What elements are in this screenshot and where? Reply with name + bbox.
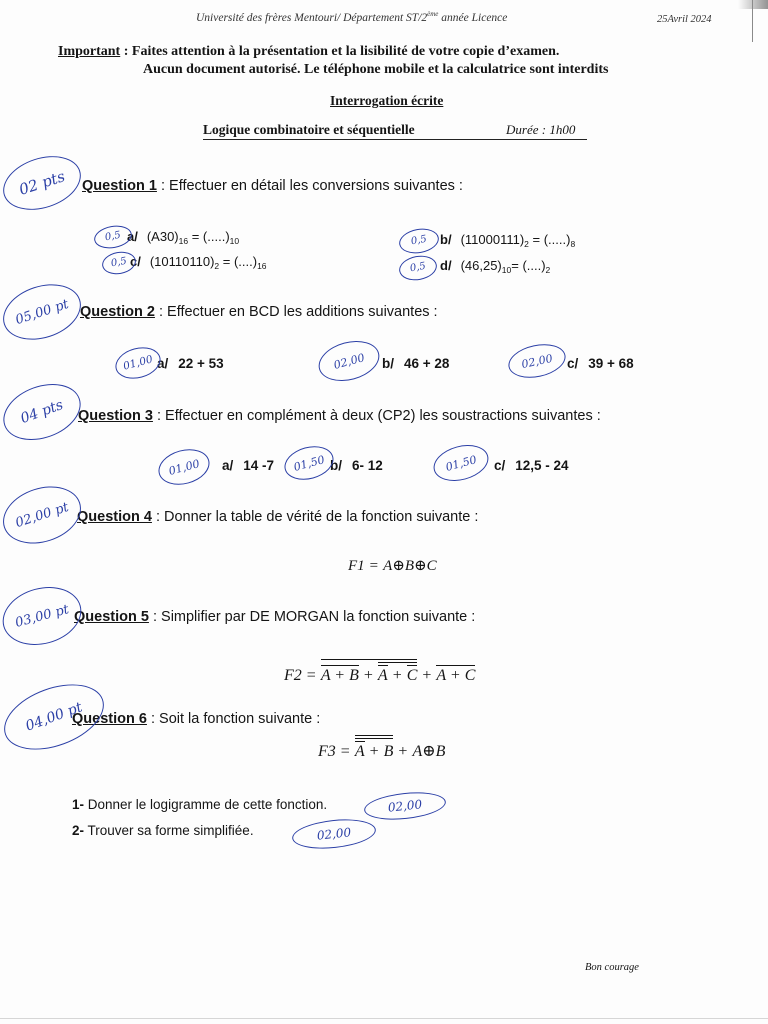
question-text: : Donner la table de vérité de la fonction suivante : bbox=[151, 509, 479, 525]
equals-sign: = bbox=[306, 667, 316, 684]
q6-task-1 bbox=[72, 797, 327, 813]
item-expression: 14 -7 bbox=[243, 458, 275, 473]
score-mark-q1 bbox=[0, 147, 88, 219]
q3-item-a bbox=[222, 458, 274, 474]
score-text: 0,5 bbox=[110, 255, 128, 270]
exam-date: 25Avril 2024 bbox=[657, 14, 712, 25]
score-text: 02,00 bbox=[387, 797, 423, 815]
institution-header bbox=[196, 12, 507, 26]
score-mark-q5 bbox=[0, 579, 88, 654]
plus-sign: + bbox=[363, 667, 373, 684]
task-text: Trouver sa forme simplifiée. bbox=[84, 823, 254, 838]
scan-edge-line bbox=[752, 0, 753, 42]
question-label: Question 6 bbox=[72, 711, 147, 727]
page-bottom-edge bbox=[0, 1018, 768, 1019]
score-text: 01,50 bbox=[292, 452, 326, 474]
score-text: 01,00 bbox=[167, 456, 201, 478]
score-text: 02,00 bbox=[316, 825, 352, 843]
item-label: c/ bbox=[130, 254, 141, 269]
plus-sign: + bbox=[422, 667, 432, 684]
score-mark-q6 bbox=[0, 672, 113, 762]
question-2 bbox=[80, 304, 438, 321]
number: (46,25) bbox=[460, 258, 502, 273]
question-6 bbox=[72, 711, 320, 728]
to-base: 8 bbox=[570, 239, 576, 249]
score-text: 04 pts bbox=[18, 396, 66, 428]
equals: = (....) bbox=[219, 254, 258, 269]
exam-subject: Logique combinatoire et séquentielle bbox=[203, 122, 415, 137]
task-number: 2- bbox=[72, 823, 85, 838]
to-base: 16 bbox=[257, 261, 267, 271]
from-base: 16 bbox=[178, 236, 189, 246]
notice-line-1 bbox=[58, 44, 559, 61]
number: (10110110) bbox=[149, 254, 215, 269]
q1-item-a bbox=[127, 229, 239, 245]
score-mark-q6-task-1 bbox=[363, 789, 447, 823]
q1-item-b bbox=[440, 232, 575, 248]
overline-term-1: A + B bbox=[320, 667, 359, 684]
from-base: 2 bbox=[214, 261, 220, 271]
score-mark-q3-a bbox=[154, 444, 213, 490]
q1-item-d bbox=[440, 258, 550, 274]
item-label: c/ bbox=[494, 458, 506, 473]
score-text: 0,5 bbox=[410, 233, 428, 248]
notice-line-2: Aucun document autorisé. Le téléphone mobile et la calculatrice sont interdits bbox=[143, 62, 609, 77]
task-text: Donner le logigramme de cette fonction. bbox=[84, 797, 328, 812]
formula-f1 bbox=[348, 558, 437, 575]
q6-task-2 bbox=[72, 823, 254, 839]
equals: = (....) bbox=[511, 258, 546, 273]
score-text: 05,00 pt bbox=[13, 296, 71, 328]
question-text: : Simplifier par DE MORGAN la fonction suivante : bbox=[148, 609, 476, 625]
question-label: Question 2 bbox=[80, 304, 155, 320]
equals-sign: = bbox=[369, 558, 379, 574]
score-text: 0,5 bbox=[409, 260, 427, 275]
question-label: Question 5 bbox=[74, 609, 149, 625]
formula-lhs: F1 bbox=[348, 558, 365, 574]
item-expression: 46 + 28 bbox=[404, 356, 450, 371]
question-4 bbox=[77, 509, 478, 526]
question-text: : Effectuer en complément à deux (CP2) les soustractions suivantes : bbox=[152, 408, 601, 424]
from-base: 10 bbox=[501, 265, 512, 275]
score-mark-q3-b bbox=[281, 441, 338, 485]
formula-rhs: A⊕B⊕C bbox=[383, 558, 437, 574]
score-mark-q1-d bbox=[397, 253, 439, 283]
question-5 bbox=[74, 609, 475, 626]
item-label: a/ bbox=[157, 356, 169, 371]
formula-f2 bbox=[284, 659, 475, 685]
score-text: 02 pts bbox=[16, 166, 68, 199]
overline-outer-group bbox=[321, 659, 418, 685]
year-suffix: ème bbox=[427, 10, 439, 19]
from-base: 2 bbox=[524, 239, 529, 249]
formula-lhs: F3 bbox=[318, 743, 336, 760]
score-text: 0,5 bbox=[104, 229, 122, 244]
exam-title: Interrogation écrite bbox=[330, 93, 444, 108]
plus-sign: + bbox=[398, 743, 408, 760]
score-mark-q4 bbox=[0, 477, 88, 553]
negated-variable: A bbox=[377, 667, 388, 684]
score-text: 01,50 bbox=[444, 452, 478, 474]
negated-variable: A bbox=[354, 743, 365, 760]
question-label: Question 1 bbox=[82, 178, 157, 194]
q2-item-c bbox=[567, 356, 634, 372]
item-label: a/ bbox=[127, 229, 138, 244]
formula-f3 bbox=[318, 735, 445, 761]
score-mark-q3-c bbox=[430, 439, 493, 486]
overline-term-2 bbox=[378, 662, 417, 685]
plus-sign: + bbox=[369, 743, 379, 760]
task-number: 1- bbox=[72, 797, 85, 812]
notice-label: Important bbox=[58, 44, 121, 59]
equals: = (.....) bbox=[528, 232, 571, 247]
variable: B bbox=[383, 743, 394, 760]
score-text: 02,00 bbox=[520, 351, 554, 371]
closing-note: Bon courage bbox=[585, 962, 639, 973]
question-3 bbox=[78, 408, 601, 425]
number: (A30) bbox=[146, 229, 179, 244]
q2-item-b bbox=[382, 356, 449, 372]
formula-lhs: F2 bbox=[284, 667, 302, 684]
equals-sign: = bbox=[340, 743, 350, 760]
double-overline-inner bbox=[355, 738, 394, 761]
item-expression: 22 + 53 bbox=[178, 356, 224, 371]
number: (11000111) bbox=[460, 232, 525, 247]
score-text: 02,00 bbox=[332, 350, 366, 372]
score-mark-q2-a bbox=[112, 343, 164, 384]
score-mark-q3 bbox=[0, 374, 88, 450]
exam-duration: Durée : 1h00 bbox=[506, 122, 576, 137]
item-label: b/ bbox=[440, 232, 452, 247]
score-text: 03,00 pt bbox=[13, 601, 71, 631]
score-mark-q2-c bbox=[505, 339, 568, 382]
item-expression: 6- 12 bbox=[352, 458, 383, 473]
score-mark-q2-b bbox=[314, 335, 384, 388]
to-base: 2 bbox=[545, 265, 551, 275]
question-1 bbox=[82, 178, 463, 195]
equals: = (.....) bbox=[188, 229, 230, 244]
to-base: 10 bbox=[229, 236, 240, 246]
score-mark-q1-a bbox=[92, 223, 133, 251]
item-expression: 39 + 68 bbox=[588, 356, 634, 371]
notice-text-1: : Faites attention à la présentation et la lisibilité de votre copie d’examen. bbox=[120, 44, 560, 59]
question-text: : Effectuer en BCD les additions suivantes : bbox=[154, 304, 438, 320]
item-expression: 12,5 - 24 bbox=[515, 458, 569, 473]
institution-name: Université des frères Mentouri/ Département ST/2 bbox=[196, 12, 428, 24]
q3-item-c bbox=[494, 458, 569, 474]
q3-item-b bbox=[330, 458, 383, 474]
scan-artifact bbox=[738, 0, 768, 9]
item-label: c/ bbox=[567, 356, 579, 371]
score-text: 02,00 pt bbox=[13, 499, 71, 531]
item-label: d/ bbox=[440, 258, 452, 273]
xor-term: A⊕B bbox=[412, 743, 446, 760]
score-mark-q6-task-2 bbox=[291, 816, 377, 853]
question-text: : Effectuer en détail les conversions suivantes : bbox=[156, 178, 463, 194]
double-overline-outer bbox=[355, 735, 394, 761]
score-mark-q2 bbox=[0, 275, 88, 349]
plus-sign: + bbox=[392, 667, 402, 684]
subject-underline bbox=[203, 139, 587, 140]
score-text: 04,00 pt bbox=[23, 699, 85, 735]
question-label: Question 4 bbox=[77, 509, 152, 525]
question-text: : Soit la fonction suivante : bbox=[146, 711, 321, 727]
q1-item-c bbox=[130, 254, 267, 270]
program-name: année Licence bbox=[438, 12, 508, 24]
item-label: b/ bbox=[382, 356, 394, 371]
question-label: Question 3 bbox=[78, 408, 153, 424]
item-label: a/ bbox=[222, 458, 234, 473]
score-mark-q1-b bbox=[397, 226, 441, 257]
negated-variable: C bbox=[406, 667, 418, 684]
overline-term-3: A + C bbox=[436, 667, 476, 684]
q2-item-a bbox=[157, 356, 224, 372]
item-label: b/ bbox=[330, 458, 342, 473]
score-text: 01,00 bbox=[121, 353, 155, 373]
